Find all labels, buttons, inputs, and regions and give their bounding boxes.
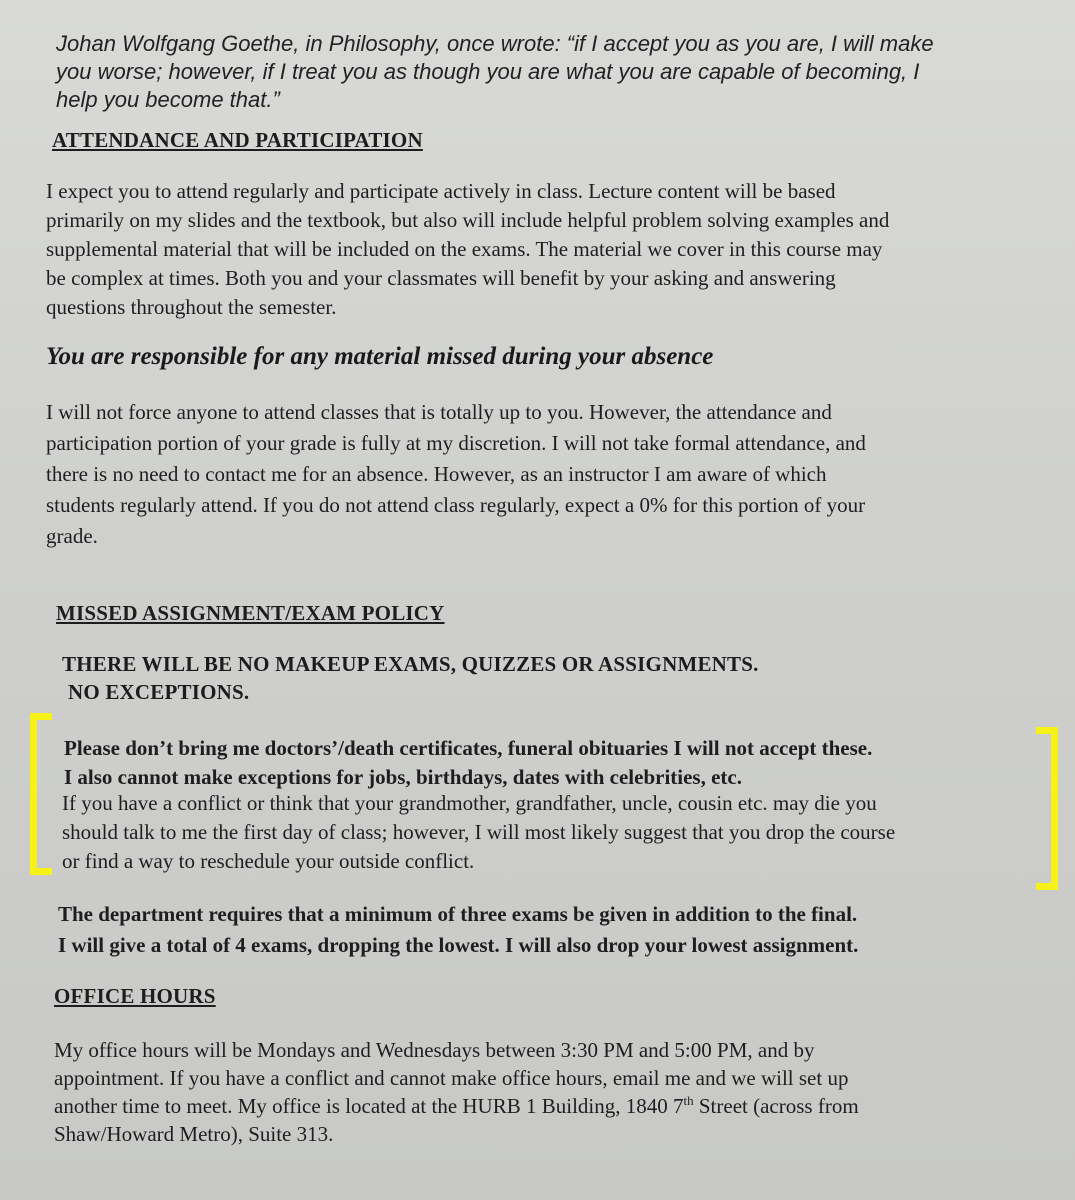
highlighted-policy — [64, 734, 1044, 792]
paragraph-line: I expect you to attend regularly and participate actively in class. Lecture content will be based — [46, 179, 836, 203]
paragraph-line: primarily on my slides and the textbook, but also will include helpful problem solving examples and — [46, 208, 890, 232]
quote-line: you worse; however, if I treat you as though you are what you are capable of becoming, I — [56, 59, 920, 84]
office-line: My office hours will be Mondays and Wednesdays between 3:30 PM and 5:00 PM, and by — [54, 1038, 815, 1062]
office-hours-heading: OFFICE HOURS — [54, 984, 216, 1008]
attendance-paragraph-2 — [46, 397, 1056, 552]
paragraph-line: there is no need to contact me for an absence. However, as an instructor I am aware of which — [46, 462, 827, 486]
responsibility-emphasis: You are responsible for any material missed during your absence — [46, 343, 714, 370]
paragraph-line: questions throughout the semester. — [46, 295, 337, 319]
office-line-part: another time to meet. My office is located at the HURB 1 Building, 1840 7 — [54, 1094, 684, 1118]
no-exceptions-notice: NO EXCEPTIONS. — [68, 680, 250, 704]
attendance-paragraph — [46, 177, 1056, 322]
paragraph-line: students regularly attend. If you do not attend class regularly, expect a 0% for this portion of your — [46, 493, 866, 517]
office-line-part: Street (across from — [693, 1094, 859, 1118]
office-line — [54, 1092, 1064, 1120]
goethe-quote — [56, 30, 1046, 114]
attendance-heading: ATTENDANCE AND PARTICIPATION — [52, 128, 423, 152]
paragraph-line: supplemental material that will be included on the exams. The material we cover in this course may — [46, 237, 883, 261]
policy-line: or find a way to reschedule your outside conflict. — [62, 849, 475, 873]
office-hours-paragraph — [54, 1036, 1064, 1148]
quote-line: Johan Wolfgang Goethe, in Philosophy, once wrote: “if I accept you as you are, I will make — [56, 31, 934, 56]
missed-policy-heading: MISSED ASSIGNMENT/EXAM POLICY — [56, 601, 445, 625]
department-line: I will give a total of 4 exams, dropping the lowest. I will also drop your lowest assignment. — [58, 933, 859, 957]
policy-line: should talk to me the first day of class; however, I will most likely suggest that you drop the course — [62, 820, 896, 844]
paragraph-line: I will not force anyone to attend classes that is totally up to you. However, the attendance and — [46, 400, 832, 424]
highlight-bracket-left — [30, 713, 52, 875]
policy-bold-line: Please don’t bring me doctors’/death certificates, funeral obituaries I will not accept these. — [64, 736, 873, 760]
paragraph-line: be complex at times. Both you and your classmates will benefit by your asking and answering — [46, 266, 836, 290]
ordinal-suffix: th — [683, 1093, 694, 1108]
quote-line: help you become that.” — [56, 87, 280, 112]
department-requirement — [58, 899, 1058, 961]
paragraph-line: participation portion of your grade is fully at my discretion. I will not take formal attendance, and — [46, 431, 866, 455]
office-line: appointment. If you have a conflict and cannot make office hours, email me and we will set up — [54, 1066, 849, 1090]
department-line: The department requires that a minimum of three exams be given in addition to the final. — [58, 902, 858, 926]
office-line: Shaw/Howard Metro), Suite 313. — [54, 1122, 334, 1146]
paragraph-line: grade. — [46, 524, 98, 548]
policy-line: If you have a conflict or think that your grandmother, grandfather, uncle, cousin etc. may die you — [62, 791, 877, 815]
no-makeup-notice: THERE WILL BE NO MAKEUP EXAMS, QUIZZES OR ASSIGNMENTS. — [62, 652, 759, 676]
highlighted-policy-normal — [62, 789, 1052, 876]
policy-bold-line: I also cannot make exceptions for jobs, birthdays, dates with celebrities, etc. — [64, 765, 742, 789]
